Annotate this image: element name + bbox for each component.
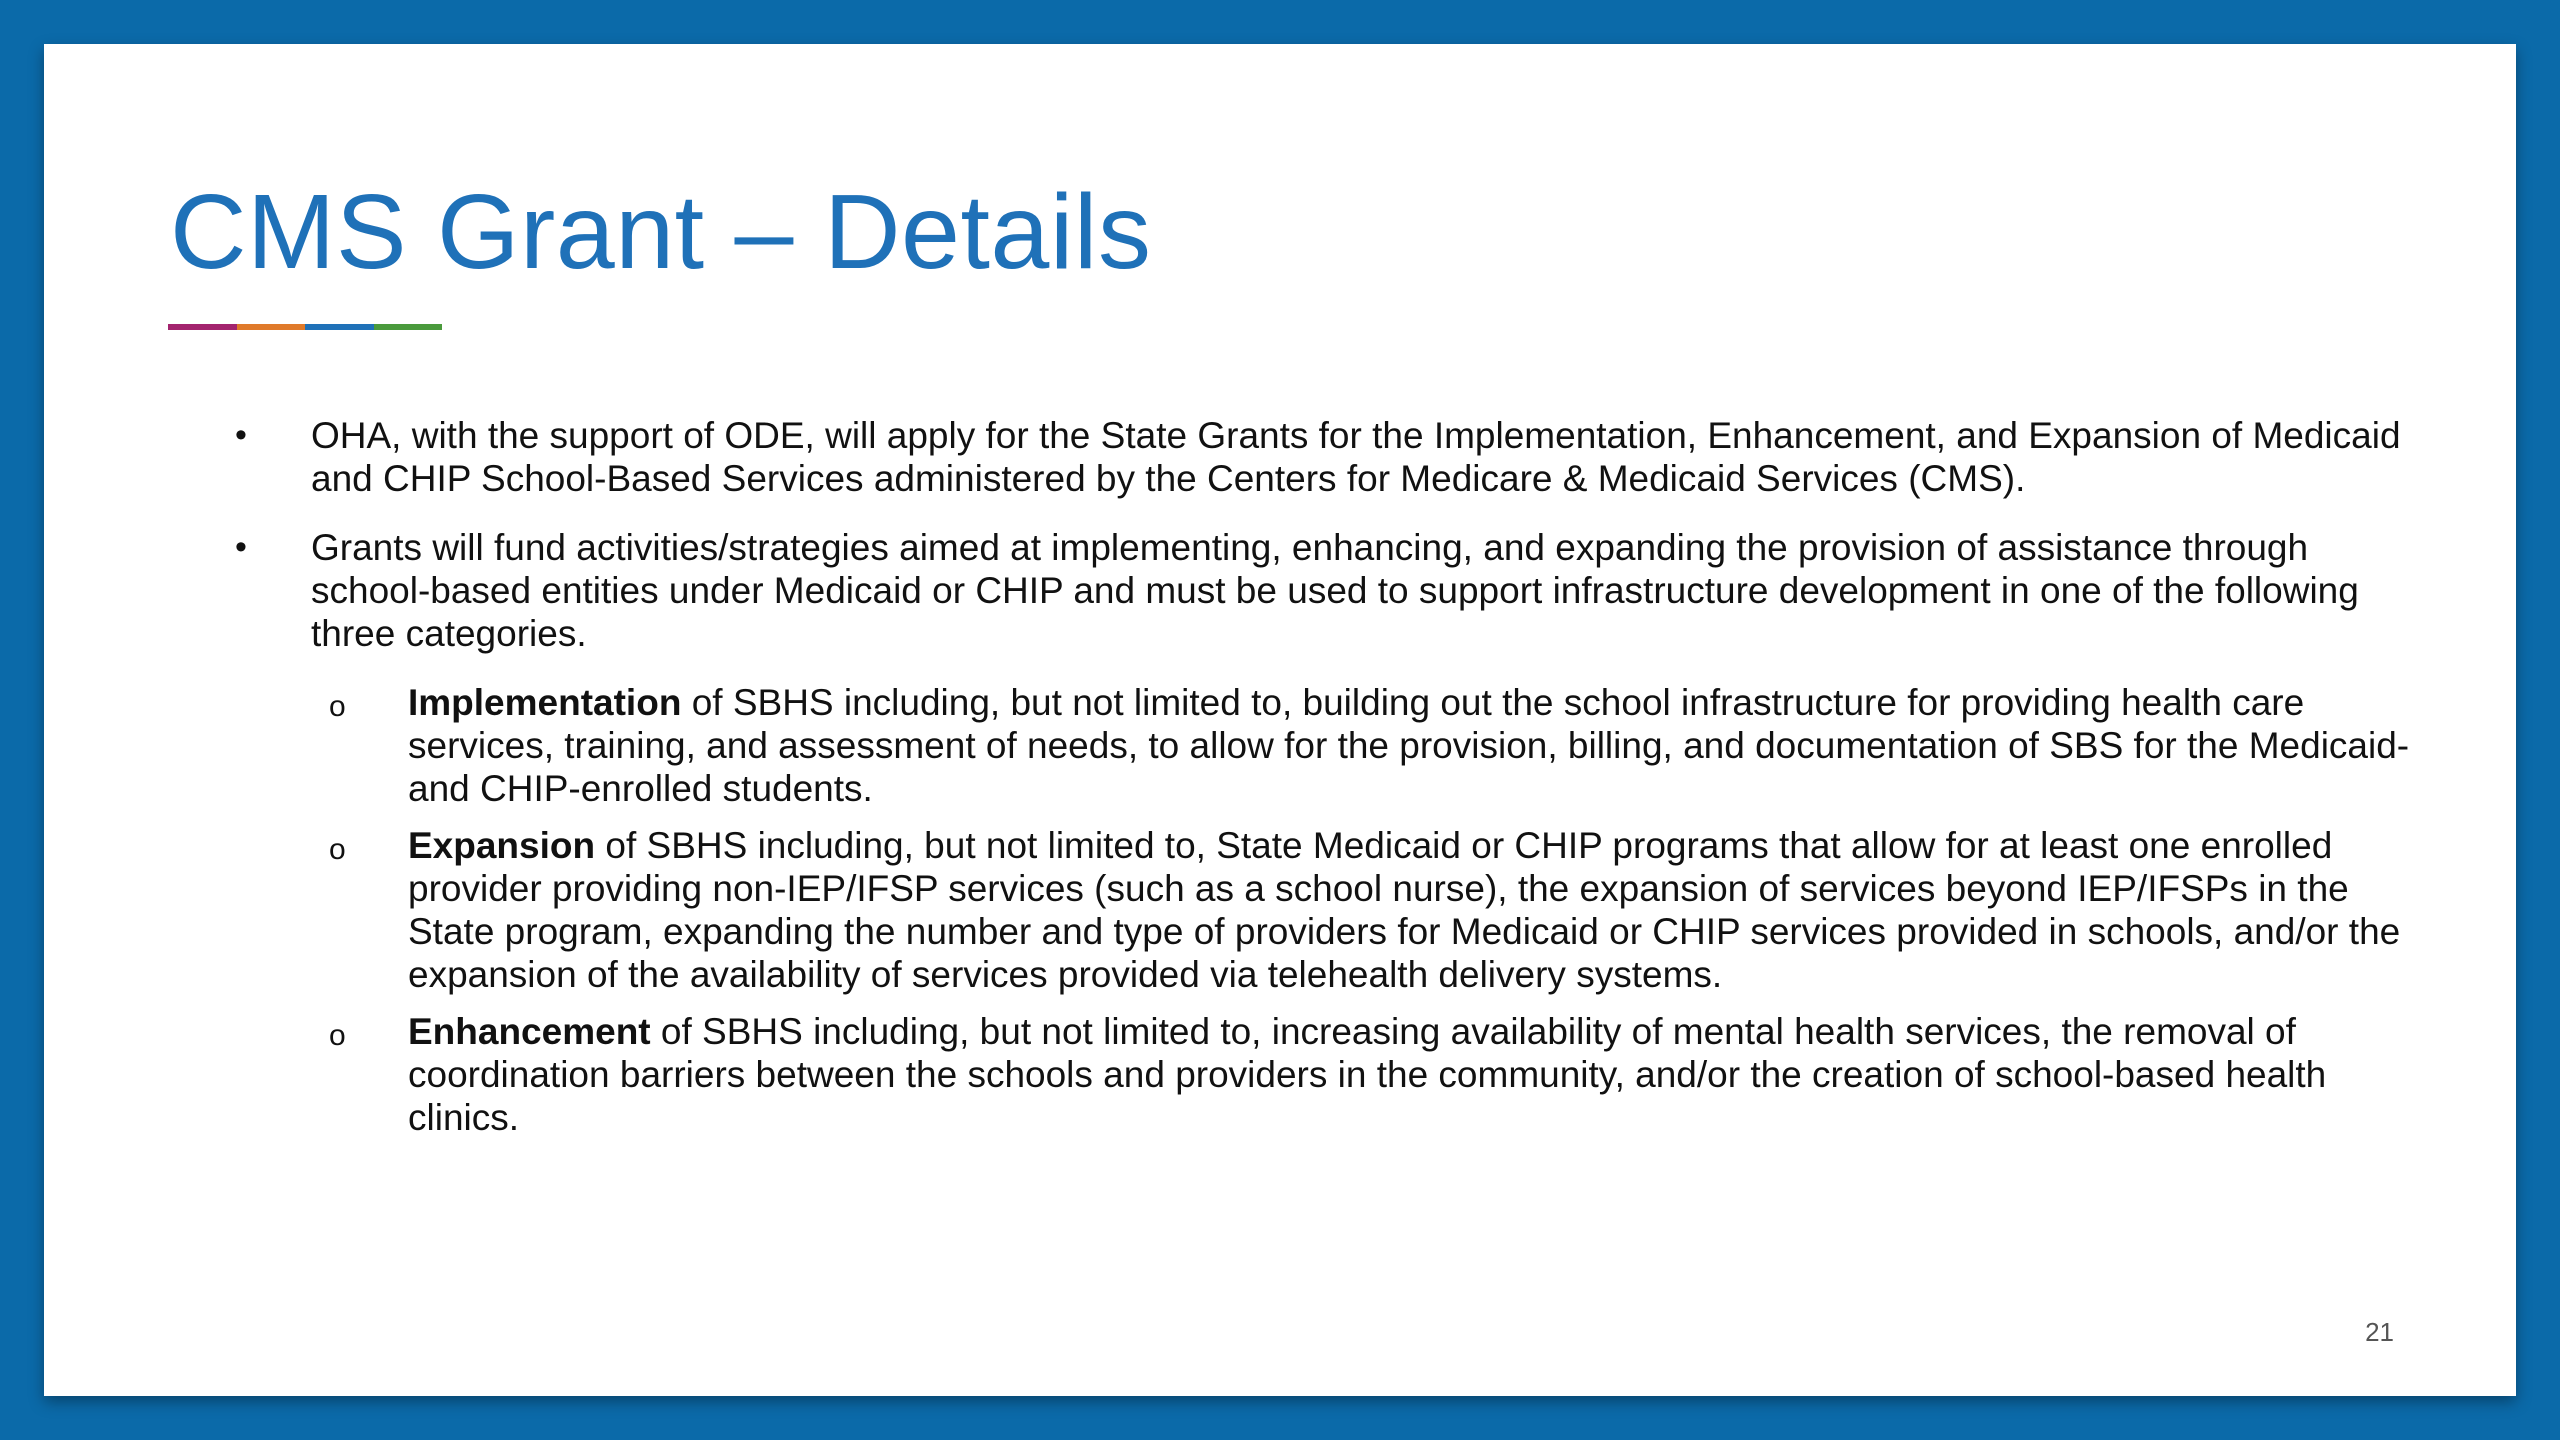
sub-bullet-item xyxy=(189,1010,2429,1139)
sub-bullet-text: of SBHS including, but not limited to, increasing availability of mental health services, the removal of coordination barriers between the schools and providers in the community, and/or the creation of school-based health clinics. xyxy=(408,1011,2327,1138)
bullet-text: OHA, with the support of ODE, will apply for the State Grants for the Implementation, Enhancement, and Expansion of Medicaid and CHIP School-Based Services administered by the Centers for Medicare & Medicaid Services (CMS). xyxy=(311,415,2401,499)
page-number: 21 xyxy=(2365,1317,2394,1347)
sub-bullet-item xyxy=(189,824,2429,996)
slide-title: CMS Grant – Details xyxy=(170,173,1152,291)
accent-segment-1 xyxy=(168,324,237,330)
title-accent-bar xyxy=(168,324,442,330)
sub-bullet-text: of SBHS including, but not limited to, State Medicaid or CHIP programs that allow for at least one enrolled provider providing non-IEP/IFSP services (such as a school nurse), the expansion of services beyond IEP/IFSPs in the State program, expanding the number and type of providers for Medicaid or CHIP services provided in schools, and/or the expansion of the availability of services provided via telehealth delivery systems. xyxy=(408,825,2401,995)
bullet-icon: • xyxy=(235,528,247,566)
accent-segment-3 xyxy=(305,324,374,330)
accent-segment-4 xyxy=(374,324,443,330)
slide xyxy=(44,44,2516,1396)
sub-bullet-term: Implementation xyxy=(408,682,682,723)
circle-bullet-icon: o xyxy=(329,690,346,723)
sub-bullet-term: Enhancement xyxy=(408,1011,651,1052)
bullet-item xyxy=(189,526,2429,655)
bullet-item xyxy=(189,414,2429,500)
circle-bullet-icon: o xyxy=(329,833,346,866)
sub-bullet-list xyxy=(189,681,2429,1139)
bullet-text: Grants will fund activities/strategies aimed at implementing, enhancing, and expanding the provision of assistance through school-based entities under Medicaid or CHIP and must be used to support infrastructure development in one of the following three categories. xyxy=(311,527,2359,654)
accent-segment-2 xyxy=(237,324,306,330)
sub-bullet-text: of SBHS including, but not limited to, building out the school infrastructure for providing health care services, training, and assessment of needs, to allow for the provision, billing, and documentation of SBS for the Medicaid-and CHIP-enrolled students. xyxy=(408,682,2410,809)
slide-body xyxy=(189,414,2429,1153)
sub-bullet-item xyxy=(189,681,2429,810)
sub-bullet-term: Expansion xyxy=(408,825,596,866)
circle-bullet-icon: o xyxy=(329,1019,346,1052)
bullet-icon: • xyxy=(235,416,247,454)
